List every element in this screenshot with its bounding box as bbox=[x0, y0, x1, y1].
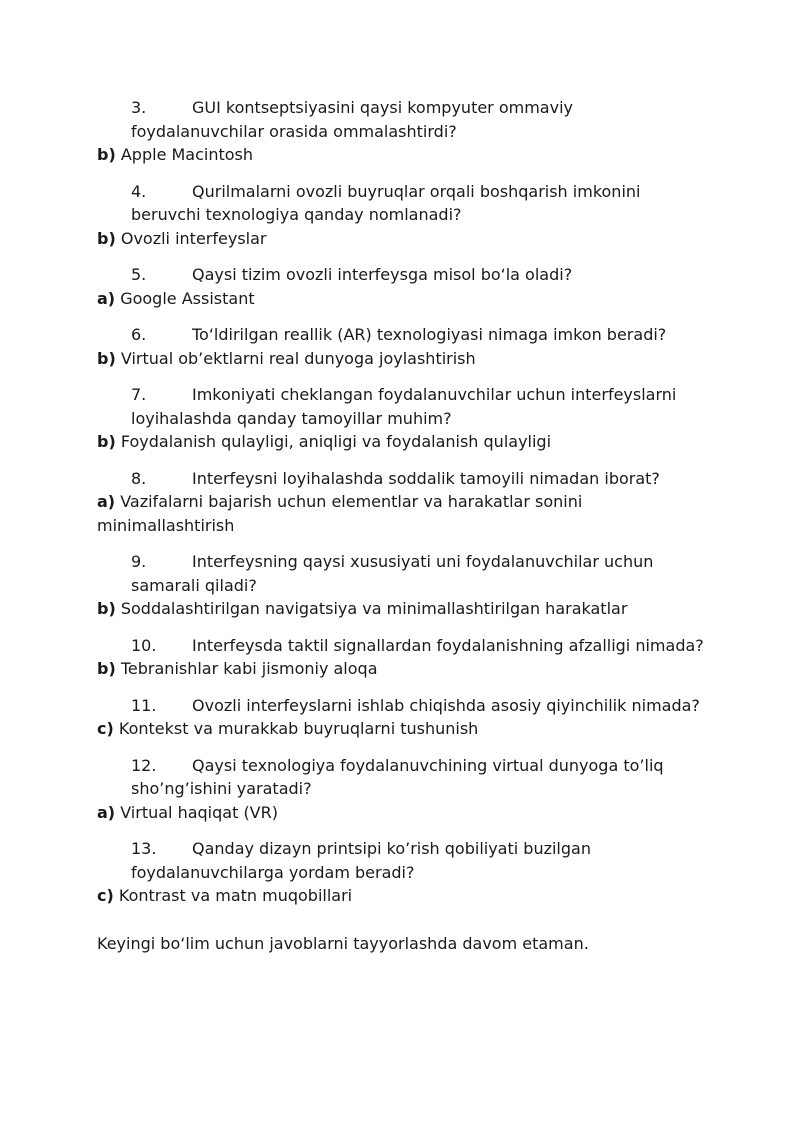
question-6 bbox=[131, 323, 707, 347]
question-number: 4. bbox=[131, 181, 147, 201]
question-number: 5. bbox=[131, 265, 147, 284]
answer-text: Ovozli interfeyslar bbox=[120, 228, 267, 248]
answer-12 bbox=[97, 801, 707, 825]
question-number: 9. bbox=[131, 552, 147, 571]
question-number: 11. bbox=[131, 695, 157, 715]
qa-item-5 bbox=[97, 263, 707, 310]
answer-11 bbox=[97, 717, 707, 741]
answer-letter: a) bbox=[97, 288, 116, 308]
answer-letter: b) bbox=[97, 432, 116, 451]
question-7 bbox=[131, 383, 707, 430]
answer-letter: b) bbox=[97, 599, 116, 618]
answer-letter: c) bbox=[97, 719, 114, 738]
answer-7 bbox=[97, 430, 707, 454]
closing-remark: Keyingi bo‘lim uchun javoblarni tayyorlashda davom etaman. bbox=[97, 933, 589, 953]
question-4 bbox=[131, 180, 707, 227]
qa-item-13 bbox=[97, 837, 707, 908]
qa-item-10 bbox=[97, 634, 707, 681]
answer-text: Virtual haqiqat (VR) bbox=[120, 802, 278, 822]
answer-text: Soddalashtirilgan navigatsiya va minimallashtirilgan harakatlar bbox=[120, 599, 628, 618]
question-text: GUI kontseptsiyasini qaysi kompyuter ommaviy foydalanuvchilar orasida ommalashtirdi? bbox=[131, 98, 573, 141]
question-text: Qanday dizayn printsipi ko’rish qobiliyati buzilgan foydalanuvchilarga yordam beradi? bbox=[131, 839, 591, 882]
answer-4 bbox=[97, 227, 707, 251]
answer-3 bbox=[97, 143, 707, 167]
question-number: 8. bbox=[131, 468, 147, 488]
qa-item-9 bbox=[97, 550, 707, 621]
qa-item-11 bbox=[97, 694, 707, 741]
answer-text: Kontekst va murakkab buyruqlarni tushunish bbox=[118, 719, 479, 738]
answer-letter: b) bbox=[97, 228, 116, 248]
question-3 bbox=[131, 96, 707, 143]
question-text: Qaysi tizim ovozli interfeysga misol bo‘la oladi? bbox=[192, 265, 573, 284]
question-number: 10. bbox=[131, 635, 157, 655]
qa-item-8 bbox=[97, 467, 707, 538]
answer-letter: b) bbox=[97, 145, 116, 164]
answer-9 bbox=[97, 597, 707, 621]
answer-13 bbox=[97, 884, 707, 908]
answer-8 bbox=[97, 490, 707, 537]
question-text: Imkoniyati cheklangan foydalanuvchilar uchun interfeyslarni loyihalashda qanday tamoyillar muhim? bbox=[131, 385, 677, 428]
answer-text: Kontrast va matn muqobillari bbox=[118, 886, 353, 905]
question-8 bbox=[131, 467, 707, 491]
answer-letter: c) bbox=[97, 886, 114, 905]
answer-text: Google Assistant bbox=[120, 288, 255, 308]
qa-item-7 bbox=[97, 383, 707, 454]
answer-letter: b) bbox=[97, 348, 116, 368]
question-12 bbox=[131, 754, 707, 801]
question-number: 7. bbox=[131, 385, 147, 404]
answer-text: Apple Macintosh bbox=[120, 145, 254, 164]
qa-item-4 bbox=[97, 180, 707, 251]
question-11 bbox=[131, 694, 707, 718]
answer-text: Tebranishlar kabi jismoniy aloqa bbox=[120, 659, 378, 678]
question-text: Ovozli interfeyslarni ishlab chiqishda asosiy qiyinchilik nimada? bbox=[192, 695, 700, 715]
question-13 bbox=[131, 837, 707, 884]
answer-10 bbox=[97, 657, 707, 681]
question-text: Qurilmalarni ovozli buyruqlar orqali boshqarish imkonini beruvchi texnologiya qanday nomlanadi? bbox=[131, 181, 641, 224]
question-text: Interfeysni loyihalashda soddalik tamoyili nimadan iborat? bbox=[192, 468, 660, 488]
question-9 bbox=[131, 550, 707, 597]
question-text: Interfeysda taktil signallardan foydalanishning afzalligi nimada? bbox=[192, 635, 704, 655]
qa-item-6 bbox=[97, 323, 707, 370]
question-10 bbox=[131, 634, 707, 658]
answer-text: Virtual ob’ektlarni real dunyoga joylashtirish bbox=[120, 348, 476, 368]
answer-letter: a) bbox=[97, 802, 116, 822]
qa-item-12 bbox=[97, 754, 707, 825]
question-number: 3. bbox=[131, 98, 147, 117]
answer-5 bbox=[97, 287, 707, 311]
qa-list bbox=[97, 96, 707, 971]
question-text: Interfeysning qaysi xususiyati uni foydalanuvchilar uchun samarali qiladi? bbox=[131, 552, 654, 595]
question-number: 12. bbox=[131, 755, 157, 775]
question-text: Qaysi texnologiya foydalanuvchining virtual dunyoga to’liq sho’ng’ishini yaratadi? bbox=[131, 755, 664, 798]
qa-item-3 bbox=[97, 96, 707, 167]
question-5 bbox=[131, 263, 707, 287]
answer-letter: a) bbox=[97, 492, 116, 511]
answer-letter: b) bbox=[97, 659, 116, 678]
answer-text: Foydalanish qulayligi, aniqligi va foydalanish qulayligi bbox=[120, 432, 552, 451]
question-text: To‘ldirilgan reallik (AR) texnologiyasi nimaga imkon beradi? bbox=[192, 325, 667, 344]
question-number: 6. bbox=[131, 325, 147, 344]
question-number: 13. bbox=[131, 839, 157, 858]
answer-text: Vazifalarni bajarish uchun elementlar va harakatlar sonini minimallashtirish bbox=[97, 492, 583, 535]
answer-6 bbox=[97, 347, 707, 371]
